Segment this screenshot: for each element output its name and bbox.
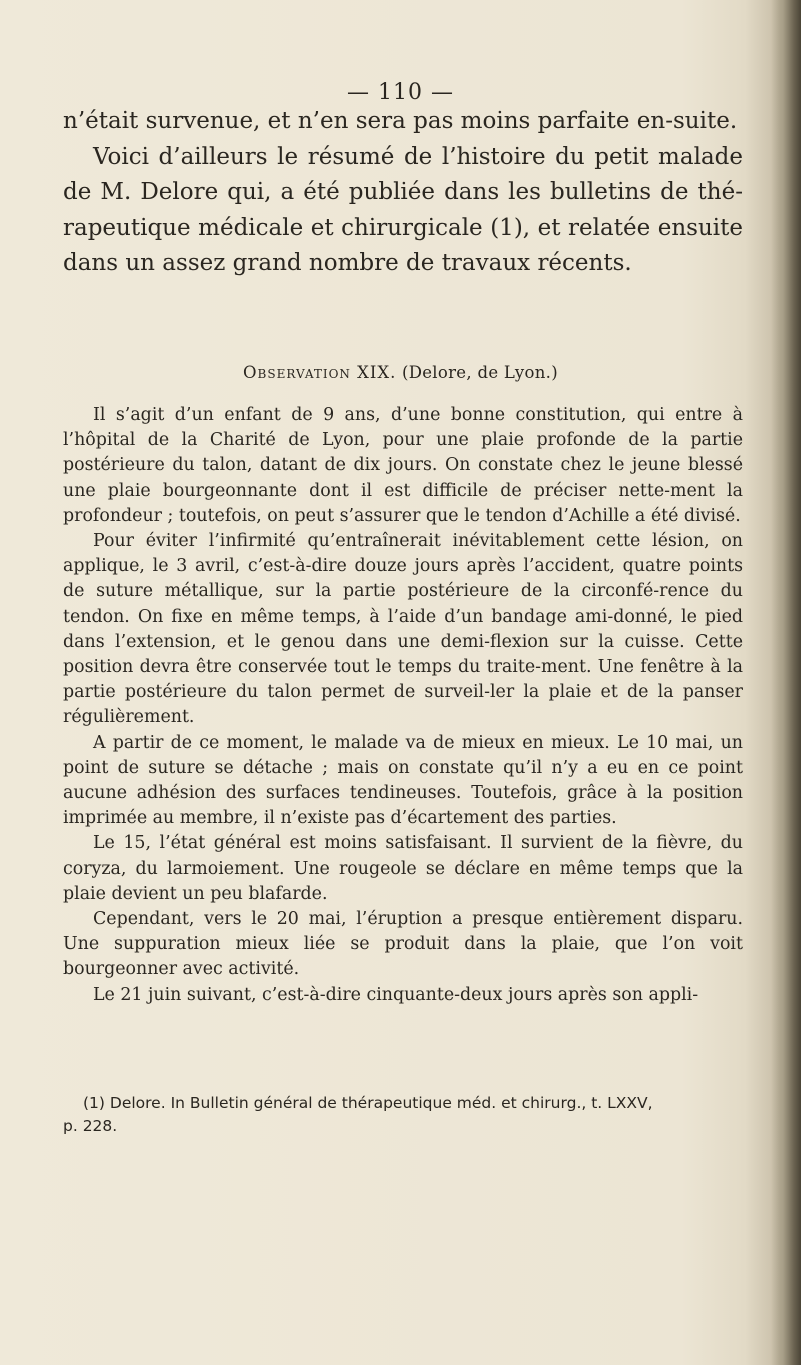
- intro-text: [63, 104, 743, 282]
- footnote-line-1: (1) Delore. In Bulletin général de thérapeutique méd. et chirurg., t. LXXV,: [83, 1094, 653, 1112]
- body-paragraph-1: Il s’agit d’un enfant de 9 ans, d’une bonne constitution, qui entre à l’hôpital de la Charité de Lyon, pour une plaie profonde de la partie postérieure du talon, datant de dix jours. On constate chez le jeune blessé une plaie bourgeonnante dont il est difficile de préciser nette-ment la profondeur ; toutefois, on peut s’assurer que le tendon d’Achille a été divisé.: [63, 405, 743, 526]
- observation-body: [63, 403, 743, 1008]
- observation-label: Observation XIX.: [243, 363, 397, 382]
- body-paragraph-2: Pour éviter l’infirmité qu’entraînerait inévitablement cette lésion, on applique, le 3 avril, c’est-à-dire douze jours après l’accident, quatre points de suture métallique, sur la partie postérieure de la circonfé-rence du tendon. On fixe en même temps, à l’aide d’un bandage ami-donné, le pied dans l’extension, et le genou dans une demi-flexion sur la cuisse. Cette position devra être conservée tout le temps du traite-ment. Une fenêtre à la partie postérieure du talon permet de surveil-ler la plaie et de la panser régulièrement.: [63, 531, 743, 728]
- page-edge-shadow: [771, 0, 801, 1365]
- page-number: — 110 —: [347, 80, 454, 105]
- intro-paragraph-1: n’était survenue, et n’en sera pas moins parfaite en-suite.: [63, 108, 738, 134]
- observation-source: (Delore, de Lyon.): [401, 363, 558, 382]
- footnote-line-2: p. 228.: [63, 1117, 118, 1135]
- body-paragraph-6: Le 21 juin suivant, c’est-à-dire cinquante-deux jours après son appli-: [93, 984, 699, 1005]
- intro-paragraph-2: Voici d’ailleurs le résumé de l’histoire du petit malade de M. Delore qui, a été publiée dans les bulletins de thé-rapeutique médicale et chirurgicale (1), et relatée ensuite dans un assez grand nombre de travaux récents.: [63, 143, 743, 276]
- body-paragraph-4: Le 15, l’état général est moins satisfaisant. Il survient de la fièvre, du coryza, du larmoiement. Une rougeole se déclare en même temps que la plaie devient un peu blafarde.: [63, 833, 743, 904]
- footnote: [63, 1092, 743, 1138]
- observation-heading: [0, 363, 801, 382]
- body-paragraph-5: Cependant, vers le 20 mai, l’éruption a presque entièrement disparu. Une suppuration mieux liée se produit dans la plaie, que l’on voit bourgeonner avec activité.: [63, 909, 743, 980]
- body-paragraph-3: A partir de ce moment, le malade va de mieux en mieux. Le 10 mai, un point de suture se détache ; mais on constate qu’il n’y a eu en ce point aucune adhésion des surfaces tendineuses. Toutefois, grâce à la position imprimée au membre, il n’existe pas d’écartement des parties.: [63, 732, 743, 829]
